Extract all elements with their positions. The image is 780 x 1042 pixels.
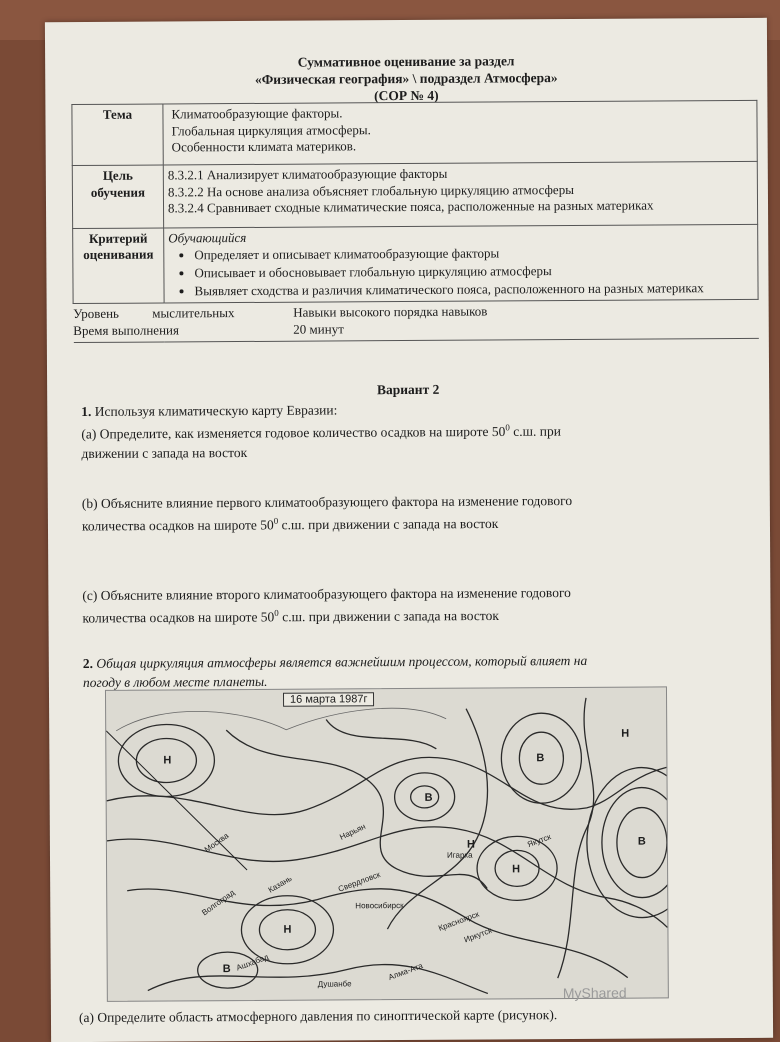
pressure-center-label: В bbox=[637, 835, 646, 848]
question-1-number: 1. bbox=[81, 403, 92, 419]
criteria-intro: Обучающийся bbox=[168, 229, 247, 246]
city-label: Нарьян bbox=[338, 821, 368, 842]
question-1b-line-2: количества осадков на широте $50^0$ с.ш. при движении с запада на восток bbox=[81, 515, 499, 534]
title-line-1: Суммативное оценивание за раздел bbox=[297, 53, 515, 70]
city-label: Красноярск bbox=[437, 909, 481, 933]
theme-line: Особенности климата материков. bbox=[171, 138, 357, 155]
goal-content bbox=[163, 161, 757, 228]
worksheet-page bbox=[45, 18, 773, 1042]
theme-content bbox=[163, 100, 757, 165]
question-2-line-2: погоду в любом месте планеты. bbox=[82, 673, 268, 690]
city-label: Якутск bbox=[526, 832, 553, 850]
goal-item: 8.3.2.1 Анализирует климатообразующие факторы bbox=[167, 165, 448, 183]
theme-line: Климатообразующие факторы. bbox=[171, 105, 343, 122]
pressure-center-label: Н bbox=[283, 923, 292, 936]
goal-item: 8.3.2.2 На основе анализа объясняет глобальную циркуляцию атмосферы bbox=[167, 181, 574, 199]
criteria-item: • Определяет и описывает климатообразующие факторы bbox=[194, 244, 753, 264]
city-label: Игарка bbox=[446, 850, 473, 860]
watermark: MyShared bbox=[562, 984, 627, 1002]
goal-item: 8.3.2.4 Сравнивает сходные климатические пояса, расположенные на разных материках bbox=[167, 197, 654, 216]
time-value: 20 минут bbox=[293, 321, 344, 337]
theme-line: Глобальная циркуляция атмосферы. bbox=[171, 121, 371, 139]
time-label: Время выполнения bbox=[73, 322, 179, 338]
pressure-center-label: В bbox=[536, 752, 545, 765]
level-label-2: мыслительных bbox=[152, 305, 235, 321]
pressure-center-label: Н bbox=[512, 863, 521, 876]
criteria-label: Критерий оценивания bbox=[73, 228, 164, 304]
city-label: Волгоград bbox=[200, 888, 237, 918]
assessment-info-table bbox=[71, 100, 758, 343]
question-1a: (a) Определите, как изменяется годовое количество осадков на широте $50^0$ с.ш. при bbox=[81, 422, 561, 442]
question-1-text: Используя климатическую карту Евразии: bbox=[91, 402, 338, 419]
pressure-center-label: Н bbox=[466, 838, 475, 851]
variant-title: Вариант 2 bbox=[376, 381, 440, 398]
question-1b: (b) Объясните влияние первого климатообразующего фактора на изменение годового bbox=[81, 493, 573, 511]
level-value-2: навыков bbox=[441, 303, 488, 320]
question-2-text: Общая циркуляция атмосферы является важнейшим процессом, который влияет на bbox=[96, 652, 588, 671]
goal-label: Цель обучения bbox=[72, 165, 163, 228]
criteria-item: • Выявляет сходства и различия климатического пояса, расположенного на разных материках bbox=[194, 280, 753, 300]
question-2-number: 2. bbox=[82, 655, 93, 671]
city-label: Душанбе bbox=[317, 979, 352, 989]
criteria-content bbox=[164, 224, 758, 303]
map-date-label: 16 марта 1987г bbox=[283, 692, 375, 707]
city-label: Казань bbox=[266, 873, 294, 895]
question-2a: (a) Определите область атмосферного давления по синоптической карте (рисунок). bbox=[78, 1007, 558, 1026]
question-1c: (c) Объясните влияние второго климатообразующего фактора на изменение годового bbox=[82, 585, 571, 603]
question-1a-line-2: движении с запада на восток bbox=[81, 444, 248, 461]
city-label: Ашхабад bbox=[235, 952, 270, 973]
level-time-row bbox=[73, 300, 758, 342]
city-label: Алма-Ата bbox=[387, 961, 424, 982]
pressure-center-label: Н bbox=[621, 727, 630, 740]
city-label: Новосибирск bbox=[355, 901, 404, 911]
theme-label: Тема bbox=[72, 104, 163, 165]
pressure-center-label: Н bbox=[163, 754, 172, 767]
city-label: Иркутск bbox=[462, 925, 494, 945]
question-1c-line-2: количества осадков на широте $50^0$ с.ш. при движении с запада на восток bbox=[82, 607, 499, 626]
synoptic-map bbox=[105, 686, 669, 1001]
title-line-2: «Физическая география» \ подраздел Атмосфера» bbox=[254, 70, 558, 87]
level-value: Навыки высокого порядка bbox=[293, 304, 439, 320]
city-label: Свердловск bbox=[336, 869, 382, 894]
pressure-center-label: В bbox=[424, 791, 433, 804]
isobar-map-drawing bbox=[106, 687, 668, 1000]
question-1 bbox=[81, 398, 721, 423]
title-line-3: (СОР № 4) bbox=[374, 87, 439, 104]
city-label: Москва bbox=[202, 831, 231, 855]
criteria-item: • Описывает и обосновывает глобальную циркуляцию атмосферы bbox=[194, 262, 753, 282]
level-label: Уровень bbox=[73, 306, 119, 322]
pressure-center-label: В bbox=[222, 963, 231, 976]
